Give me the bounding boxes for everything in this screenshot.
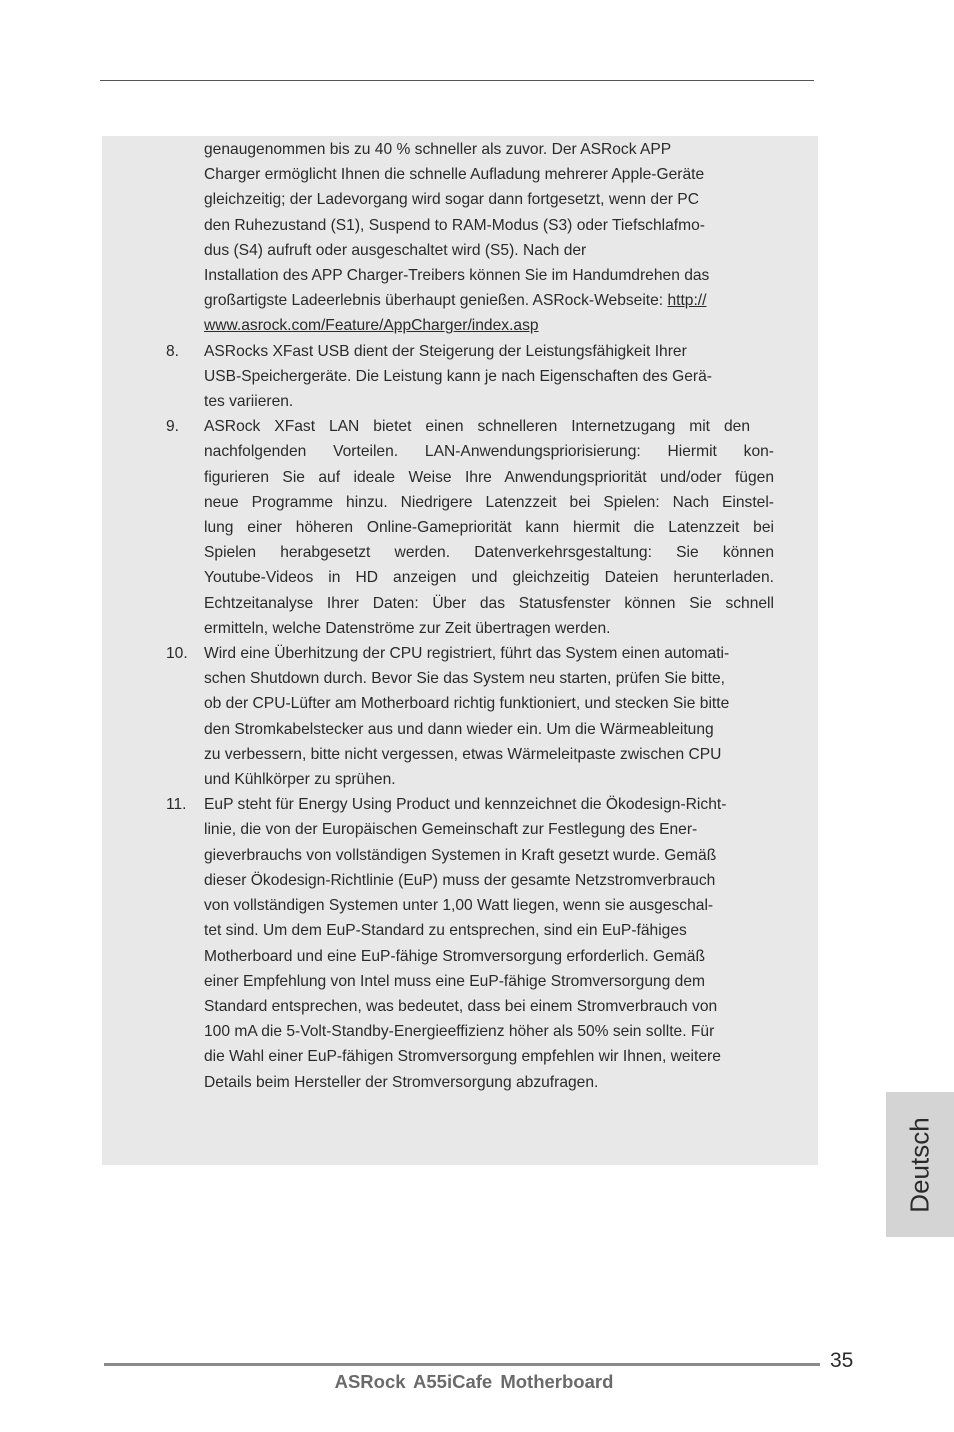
text-line: Standard entsprechen, was bedeutet, dass bei einem Stromverbrauch von — [204, 997, 718, 1015]
text-line: ob der CPU-Lüfter am Motherboard richtig funktioniert, und stecken Sie bitte — [204, 695, 730, 713]
list-item-10 — [166, 641, 774, 792]
text-line: nachfolgenden Vorteilen. LAN-Anwendungspriorisierung: Hiermit kon- — [204, 443, 774, 461]
text-line — [166, 792, 774, 817]
text-line: Spielen herabgesetzt werden. Datenverkehrsgestaltung: Sie können — [204, 544, 774, 562]
text-line: einer Empfehlung von Intel muss eine EuP-fähige Stromversorgung dem — [204, 972, 706, 990]
text-line: neue Programme hinzu. Niedrigere Latenzzeit bei Spielen: Nach Einstel- — [204, 493, 774, 511]
text-line: gieverbrauchs von vollständigen Systemen in Kraft gesetzt wurde. Gemäß — [204, 846, 717, 864]
text-line: 100 mA die 5-Volt-Standby-Energieeffizienz höher als 50% sein sollte. Für — [204, 1023, 715, 1041]
text-line: tet sind. Um dem EuP-Standard zu entsprechen, sind ein EuP-fähiges — [204, 922, 687, 940]
item-text: ASRocks XFast USB dient der Steigerung der Leistungsfähigkeit Ihrer — [204, 342, 687, 360]
item-text: ASRock XFast LAN bietet einen schnelleren Internetzugang mit den — [204, 418, 750, 436]
list-item-9 — [166, 414, 774, 641]
text-line — [166, 414, 774, 439]
continuation-paragraph — [166, 137, 774, 339]
item-number: 10. — [166, 645, 188, 663]
text-line — [166, 339, 774, 364]
text-line: Charger ermöglicht Ihnen die schnelle Aufladung mehrerer Apple-Geräte — [204, 166, 705, 184]
text-line: von vollständigen Systemen unter 1,00 Watt liegen, wenn sie ausgeschal- — [204, 897, 714, 915]
language-tab — [886, 1092, 954, 1237]
text-line: zu verbessern, bitte nicht vergessen, etwas Wärmeleitpaste zwischen CPU — [204, 745, 722, 763]
text-line: ermitteln, welche Datenströme zur Zeit übertragen werden. — [204, 619, 611, 637]
top-rule — [100, 80, 814, 81]
text-line: Motherboard und eine EuP-fähige Stromversorgung erforderlich. Gemäß — [204, 947, 705, 965]
website-link[interactable]: www.asrock.com/Feature/AppCharger/index.asp — [204, 317, 539, 335]
text-line: USB-Speichergeräte. Die Leistung kann je nach Eigenschaften des Gerä- — [204, 367, 712, 385]
text-line: den Ruhezustand (S1), Suspend to RAM-Modus (S3) oder Tiefschlafmo- — [204, 216, 705, 234]
text-line: und Kühlkörper zu sprühen. — [204, 771, 396, 789]
website-link-start[interactable]: http:// — [667, 292, 707, 310]
text-line: Youtube-Videos in HD anzeigen und gleichzeitig Dateien herunterladen. — [204, 569, 774, 587]
text-line — [166, 288, 774, 313]
text-line: Echtzeitanalyse Ihrer Daten: Über das Statusfenster können Sie schnell — [204, 594, 774, 612]
text-line — [166, 313, 774, 338]
item-number: 8. — [166, 342, 180, 360]
text-line: lung einer höheren Online-Gamepriorität kann hiermit die Latenzzeit bei — [204, 519, 774, 537]
item-text: EuP steht für Energy Using Product und kennzeichnet die Ökodesign-Richt- — [204, 796, 727, 814]
text-line: linie, die von der Europäischen Gemeinschaft zur Festlegung des Ener- — [204, 821, 698, 839]
text-line: figurieren Sie auf ideale Weise Ihre Anwendungspriorität und/oder fügen — [204, 468, 774, 486]
text-line: die Wahl einer EuP-fähigen Stromversorgung empfehlen wir Ihnen, weitere — [204, 1048, 721, 1066]
text-line: dus (S4) aufruft oder ausgeschaltet wird (S5). Nach der — [204, 241, 587, 259]
item-number: 11. — [166, 796, 187, 814]
text-line: Installation des APP Charger-Treibers können Sie im Handumdrehen das — [204, 267, 710, 285]
text-line: Details beim Hersteller der Stromversorgung abzufragen. — [204, 1073, 599, 1091]
text-line — [166, 641, 774, 666]
bottom-rule — [104, 1363, 820, 1366]
text-line: tes variieren. — [204, 393, 294, 411]
link-intro: großartigste Ladeerlebnis überhaupt genießen. ASRock-Webseite: — [204, 292, 668, 310]
text-line: genaugenommen bis zu 40 % schneller als zuvor. Der ASRock APP — [204, 141, 672, 158]
item-text: Wird eine Überhitzung der CPU registriert, führt das System einen automati- — [204, 645, 730, 663]
item-number: 9. — [166, 418, 180, 436]
list-item-11 — [166, 792, 774, 1094]
language-tab-label: Deutsch — [904, 1116, 935, 1213]
footer-title: ASRock A55iCafe Motherboard — [334, 1371, 614, 1392]
page-number: 35 — [830, 1349, 854, 1372]
list-item-8 — [166, 339, 774, 415]
text-line: dieser Ökodesign-Richtlinie (EuP) muss der gesamte Netzstromverbrauch — [204, 871, 716, 889]
text-line: schen Shutdown durch. Bevor Sie das System neu starten, prüfen Sie bitte, — [204, 670, 725, 688]
text-line: gleichzeitig; der Ladevorgang wird sogar dann fortgesetzt, wenn der PC — [204, 191, 699, 209]
text-line: den Stromkabelstecker aus und dann wieder ein. Um die Wärmeableitung — [204, 720, 714, 738]
document-body — [166, 137, 774, 1095]
